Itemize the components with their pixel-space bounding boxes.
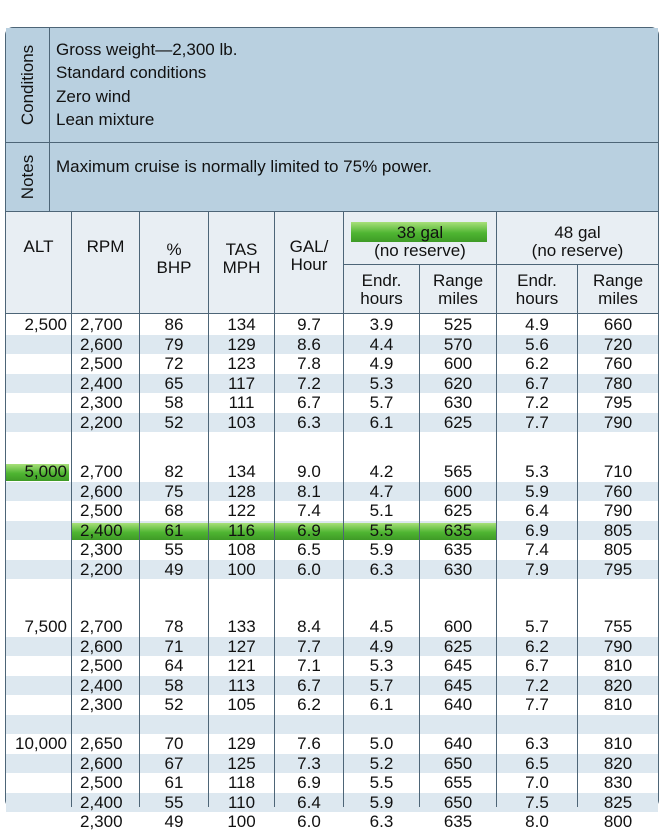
table-cell: 7.8 [297,354,321,373]
table-cell: 825 [603,792,633,812]
table-cell: 52 [164,695,184,714]
table-cell: 100 [227,559,256,579]
table-cell: 805 [603,520,633,540]
tas-header [209,241,274,277]
table-cell: 6.5 [525,753,549,773]
table-cell: 6.9 [297,773,321,792]
table-cell: 127 [227,636,256,656]
column-line [496,212,497,807]
endurance-48-header [497,272,577,308]
table-cell: 5.3 [369,373,394,393]
table-cell: 6.2 [525,636,549,656]
table-cell: 6.0 [297,812,321,831]
fuel-38-header [344,224,496,260]
table-cell: 645 [443,675,473,695]
bhp-header [140,241,208,277]
table-cell: 5.5 [369,773,394,792]
table-cell: 755 [603,617,633,636]
table-cell: 6.7 [525,373,549,393]
table-cell: 660 [603,315,633,334]
column-line [208,212,209,807]
table-cell: 790 [603,636,633,656]
table-cell: 64 [164,656,184,675]
table-cell: 5.9 [525,481,549,501]
table-cell: 5.6 [525,334,549,354]
table-cell: 650 [443,753,473,773]
table-cell: 830 [603,773,633,792]
table-cell: 61 [164,773,184,792]
table-cell: 630 [443,559,473,579]
table-cell: 8.6 [297,334,321,354]
table-cell: 820 [603,675,633,695]
rpm-header: RPM [86,237,125,256]
endurance-line: hours [515,289,559,308]
table-cell: 645 [443,656,473,675]
table-cell: 121 [227,656,256,675]
table-cell: 710 [603,462,633,481]
table-cell: 108 [227,540,256,559]
fuel-38-line: 38 gal [396,223,444,242]
table-cell: 6.3 [525,734,549,753]
table-cell: 67 [164,753,184,773]
table-cell: 113 [227,675,256,695]
table-cell: 2,300 [80,540,123,559]
row-stripe [6,715,658,735]
table-cell: 6.3 [297,412,321,432]
table-cell: 2,400 [80,520,123,540]
table-cell: 6.1 [369,695,394,714]
table-cell: 134 [227,315,256,334]
table-cell: 5.7 [525,617,549,636]
table-cell: 600 [443,481,473,501]
table-cell: 5.2 [369,753,394,773]
table-cell: 2,600 [80,481,123,501]
table-cell: 118 [227,773,256,792]
table-cell: 4.2 [369,462,394,481]
table-cell: 7.2 [525,393,549,412]
table-cell: 655 [443,773,473,792]
table-cell: 635 [443,812,473,831]
table-cell: 9.7 [297,315,321,334]
alt-header: ALT [23,237,54,256]
table-cell: 6.0 [297,559,321,579]
column-line [419,265,420,807]
table-cell: 75 [164,481,184,501]
table-cell: 820 [603,753,633,773]
table-cell: 2,300 [80,695,123,714]
table-cell: 6.7 [297,675,321,695]
table-cell: 6.9 [525,520,549,540]
table-cell: 2,700 [80,315,123,334]
condition-line: Lean mixture [56,109,155,129]
endurance-line: hours [360,289,403,308]
table-cell: 5.0 [369,734,394,753]
table-cell: 6.7 [525,656,549,675]
fuel-48-header [497,224,658,260]
notes-side-label [6,143,50,211]
table-cell: 134 [227,462,256,481]
table-cell: 52 [164,412,184,432]
range-line: miles [598,289,638,308]
table-cell: 7.2 [297,373,321,393]
table-cell: 2,400 [80,675,123,695]
table-cell: 7.5 [525,792,549,812]
table-cell: 110 [227,792,256,812]
column-line [274,212,275,807]
table-cell: 2,600 [80,334,123,354]
column-line [139,212,140,807]
condition-line: Standard conditions [56,63,207,83]
fuel-48-line: (no reserve) [531,241,624,260]
bhp-header-line: BHP [156,258,192,277]
altitude-alt-10000: 10,000 [15,734,67,753]
table-cell: 625 [443,412,473,432]
table-cell: 635 [443,520,473,540]
table-cell: 78 [164,617,184,636]
table-cell: 7.4 [297,501,321,520]
table-cell: 630 [443,393,473,412]
table-cell: 7.1 [297,656,321,675]
table-cell: 625 [443,501,473,520]
table-cell: 65 [164,373,184,393]
header-divider [6,313,658,314]
table-cell: 2,600 [80,636,123,656]
conditions-side-label [6,28,50,142]
conditions-list [56,38,237,131]
table-cell: 123 [227,354,256,373]
table-cell: 2,600 [80,753,123,773]
tas-header-line: TAS [225,240,258,259]
table-cell: 2,400 [80,373,123,393]
table-cell: 71 [164,636,184,656]
range-line: Range [592,271,644,290]
table-cell: 6.7 [297,393,321,412]
table-cell: 565 [443,462,473,481]
table-cell: 5.9 [369,540,394,559]
condition-line: Zero wind [56,86,131,106]
table-cell: 82 [164,462,184,481]
gal-hour-header [275,238,343,274]
table-cell: 7.9 [525,559,549,579]
table-cell: 5.1 [369,501,394,520]
column-line [577,265,578,807]
table-cell: 6.4 [525,501,549,520]
table-cell: 6.2 [525,354,549,373]
table-cell: 600 [443,354,473,373]
table-cell: 5.3 [525,462,549,481]
table-cell: 570 [443,334,473,354]
table-cell: 7.3 [297,753,321,773]
table-cell: 55 [164,792,184,812]
table-cell: 55 [164,540,184,559]
table-cell: 620 [443,373,473,393]
table-cell: 8.4 [297,617,321,636]
gal-header-line: GAL/ [289,237,329,256]
table-cell: 810 [603,695,633,714]
table-cell: 5.7 [369,393,394,412]
column-line [343,212,344,807]
table-cell: 760 [603,481,633,501]
table-cell: 79 [164,334,184,354]
altitude-alt-7500: 7,500 [24,617,67,636]
table-cell: 625 [443,636,473,656]
table-cell: 760 [603,354,633,373]
table-cell: 7.7 [525,412,549,432]
table-cell: 795 [603,559,633,579]
table-cell: 128 [227,481,256,501]
table-cell: 129 [227,734,256,753]
table-cell: 116 [227,520,256,540]
gal-header-line: Hour [290,255,328,274]
bhp-header-line: % [166,240,182,259]
table-cell: 133 [227,617,256,636]
table-cell: 7.7 [297,636,321,656]
table-cell: 86 [164,315,184,334]
table-cell: 4.7 [369,481,394,501]
table-cell: 6.4 [297,792,321,812]
table-cell: 2,200 [80,412,123,432]
table-cell: 525 [443,315,473,334]
table-cell: 2,500 [80,773,123,792]
table-cell: 7.0 [525,773,549,792]
endurance-line: Endr. [517,271,557,290]
table-cell: 7.4 [525,540,549,559]
table-cell: 4.5 [369,617,394,636]
table-cell: 125 [227,753,256,773]
table-cell: 103 [227,412,256,432]
table-cell: 2,400 [80,792,123,812]
table-cell: 72 [164,354,184,373]
table-cell: 4.9 [369,354,394,373]
table-cell: 2,500 [80,354,123,373]
table-cell: 8.1 [297,481,321,501]
table-cell: 68 [164,501,184,520]
table-cell: 129 [227,334,256,354]
table-cell: 6.2 [297,695,321,714]
table-cell: 6.9 [297,520,321,540]
table-cell: 6.3 [369,812,394,831]
table-cell: 4.9 [369,636,394,656]
conditions-label: Conditions [17,44,37,126]
table-cell: 2,300 [80,393,123,412]
table-cell: 5.9 [369,792,394,812]
altitude-alt-2500: 2,500 [24,315,67,334]
table-cell: 810 [603,656,633,675]
table-cell: 640 [443,695,473,714]
range-38-header [420,272,496,308]
table-cell: 805 [603,540,633,559]
table-cell: 2,500 [80,501,123,520]
cruise-performance-table [5,27,659,831]
table-cell: 2,500 [80,656,123,675]
table-cell: 49 [164,559,184,579]
condition-line: Gross weight—2,300 lb. [56,40,238,59]
table-cell: 810 [603,734,633,753]
table-cell: 2,700 [80,617,123,636]
table-cell: 5.5 [369,520,394,540]
table-cell: 70 [164,734,184,753]
table-cell: 6.3 [369,559,394,579]
table-cell: 4.9 [525,315,549,334]
table-cell: 780 [603,373,633,393]
table-cell: 5.3 [369,656,394,675]
tas-header-line: MPH [222,258,261,277]
table-cell: 2,650 [80,734,123,753]
range-line: Range [432,271,484,290]
table-cell: 650 [443,792,473,812]
table-cell: 600 [443,617,473,636]
table-cell: 800 [603,812,633,831]
table-cell: 61 [164,520,184,540]
subheader-divider [343,264,658,265]
table-cell: 795 [603,393,633,412]
column-line [71,212,72,807]
endurance-line: Endr. [361,271,402,290]
table-cell: 49 [164,812,184,831]
table-cell: 3.9 [369,315,394,334]
notes-label: Notes [17,154,37,200]
table-cell: 8.0 [525,812,549,831]
table-cell: 7.6 [297,734,321,753]
table-cell: 58 [164,393,184,412]
fuel-38-line: (no reserve) [374,241,466,260]
table-cell: 6.5 [297,540,321,559]
range-line: miles [438,289,478,308]
table-cell: 58 [164,675,184,695]
table-cell: 105 [227,695,256,714]
table-cell: 4.4 [369,334,394,354]
table-cell: 9.0 [297,462,321,481]
table-cell: 640 [443,734,473,753]
table-cell: 100 [227,812,256,831]
table-cell: 5.7 [369,675,394,695]
endurance-38-header [344,272,419,308]
table-cell: 2,700 [80,462,123,481]
table-cell: 111 [228,393,255,412]
table-cell: 790 [603,412,633,432]
table-cell: 2,300 [80,812,123,831]
table-cell: 2,200 [80,559,123,579]
range-48-header [578,272,658,308]
table-cell: 7.2 [525,675,549,695]
table-cell: 720 [603,334,633,354]
table-cell: 790 [603,501,633,520]
altitude-alt-5000: 5,000 [24,462,67,481]
table-cell: 635 [443,540,473,559]
table-cell: 6.1 [369,412,394,432]
notes-text: Maximum cruise is normally limited to 75% power. [56,157,433,176]
table-cell: 117 [227,373,256,393]
table-cell: 7.7 [525,695,549,714]
table-cell: 122 [227,501,256,520]
fuel-48-line: 48 gal [554,223,601,242]
